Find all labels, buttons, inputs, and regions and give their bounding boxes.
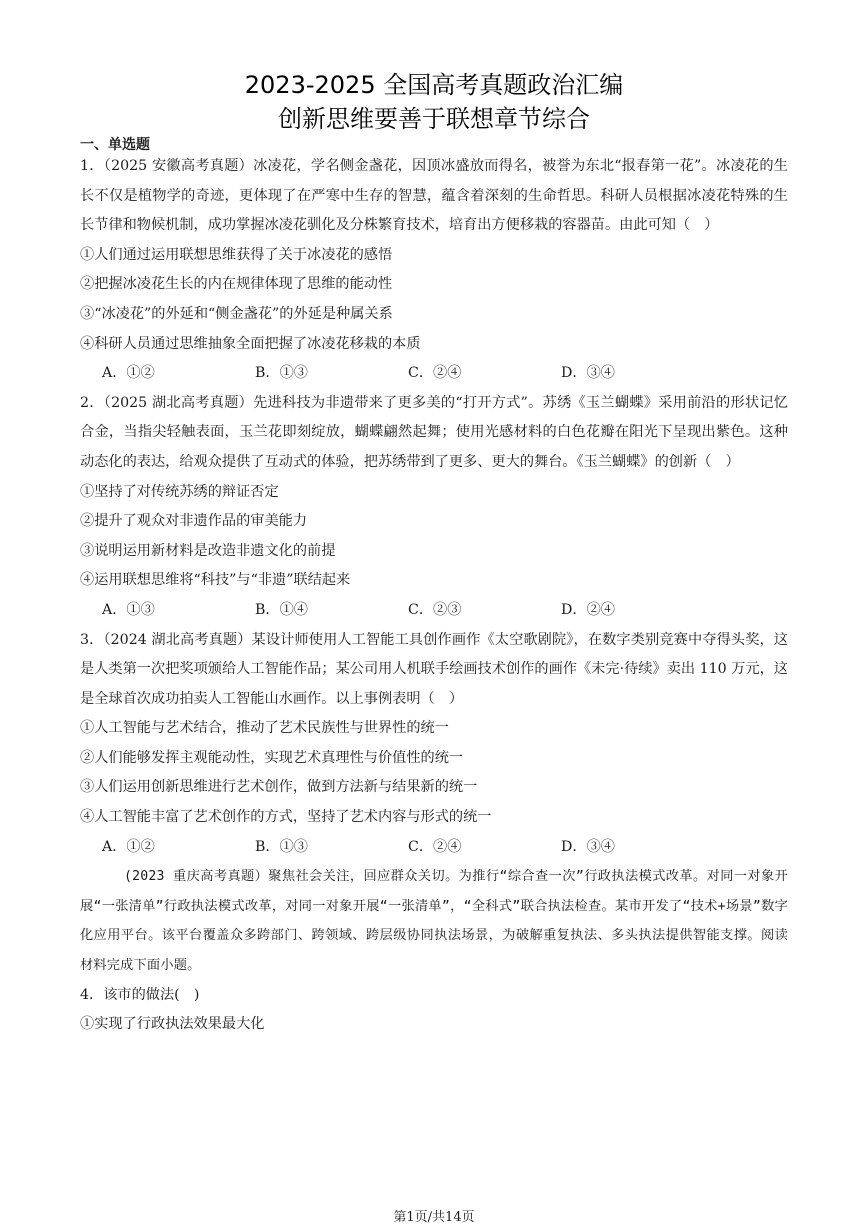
question-3-stem: 3．（2024 湖北高考真题）某设计师使用人工智能工具创作画作《太空歌剧院》，在数字类别竞赛中夺得头奖，这是人类第一次把奖项颁给人工智能作品；某公司用人机联手绘画技术创作的画作《未完·待续》卖出 110 万元，这是全球首次成功拍卖人工智能山水画作。以上事例表明（ ） (80, 631, 788, 707)
question-2-item-1: ①坚持了对传统苏绣的辩证否定 (80, 483, 279, 500)
question-4-item-1: ①实现了行政执法效果最大化 (80, 1016, 265, 1033)
question-2-options (80, 596, 788, 626)
question-3-item-4: ④人工智能丰富了艺术创作的方式，坚持了艺术内容与形式的统一 (80, 809, 492, 826)
question-2-item-2: ②提升了观众对非遗作品的审美能力 (80, 513, 308, 530)
question-3-item-3: ③人们运用创新思维进行艺术创作，做到方法新与结果新的统一 (80, 779, 478, 796)
option-c: C．②③ (408, 601, 462, 618)
question-1-item-3: ③“冰凌花”的外延和“侧金盏花”的外延是种属关系 (80, 305, 393, 322)
question-1-options (80, 359, 788, 389)
option-a: A．①③ (102, 601, 155, 618)
option-c: C．②④ (408, 838, 462, 855)
title-line-1: 2023-2025 全国高考真题政治汇编 (244, 71, 624, 99)
question-1-item-1: ①人们通过运用联想思维获得了关于冰凌花的感悟 (80, 246, 393, 263)
section-heading: 一、单选题 (80, 137, 150, 153)
option-b: B．①④ (255, 601, 308, 618)
option-c: C．②④ (408, 365, 462, 382)
page-number: 第1页/共14页 (393, 1210, 475, 1225)
option-d: D．③④ (561, 838, 615, 855)
question-1-item-4: ④科研人员通过思维抽象全面把握了冰凌花移栽的本质 (80, 335, 421, 352)
question-4-stem: 4．该市的做法( ) (80, 986, 200, 1003)
option-a: A．①② (102, 838, 155, 855)
reading-material: (2023 重庆高考真题）聚焦社会关注，回应群众关切。为推行“综合查一次”行政执法模式改革。对同一对象开展“一张清单”行政执法模式改革，对同一对象开展“一张清单”，“全科式”联合执法检查。某市开发了“技术+场景”数字化应用平台。该平台覆盖众多跨部门、跨领域、跨层级协同执法场景，为破解重复执法、多头执法提供智能支撑。阅读材料完成下面小题。 (80, 869, 788, 974)
option-d: D．③④ (561, 365, 615, 382)
question-1-item-2: ②把握冰凌花生长的内在规律体现了思维的能动性 (80, 276, 393, 293)
question-3-item-2: ②人们能够发挥主观能动性，实现艺术真理性与价值性的统一 (80, 749, 464, 766)
option-a: A．①② (102, 365, 155, 382)
question-3-options (80, 833, 788, 863)
question-3-item-1: ①人工智能与艺术结合，推动了艺术民族性与世界性的统一 (80, 720, 449, 737)
question-2-item-3: ③说明运用新材料是改造非遗文化的前提 (80, 542, 336, 559)
option-b: B．①③ (255, 365, 308, 382)
question-2-item-4: ④运用联想思维将“科技”与“非遗”联结起来 (80, 572, 351, 589)
question-1-stem: 1．（2025 安徽高考真题）冰凌花，学名侧金盏花，因顶冰盛放而得名，被誉为东北“报春第一花”。冰凌花的生长不仅是植物学的奇迹，更体现了在严寒中生存的智慧，蕴含着深刻的生命哲思。科研人员根据冰凌花特殊的生长节律和物候机制，成功掌握冰凌花驯化及分株繁育技术，培育出方便移栽的容器苗。由此可知（ ） (80, 158, 788, 234)
option-d: D．②④ (561, 601, 615, 618)
questions-body (80, 152, 788, 1040)
question-2-stem: 2．（2025 湖北高考真题）先进科技为非遗带来了更多美的“打开方式”。苏绣《玉兰蝴蝶》采用前沿的形状记忆合金，当指尖轻触表面，玉兰花即刻绽放，蝴蝶翩然起舞；使用光感材料的白色花瓣在阳光下呈现出紫色。这种动态化的表达，给观众提供了互动式的体验，把苏绣带到了更多、更大的舞台。《玉兰蝴蝶》的创新（ ） (80, 394, 788, 470)
option-b: B．①③ (255, 838, 308, 855)
title-line-2: 创新思维要善于联想章节综合 (278, 105, 590, 133)
